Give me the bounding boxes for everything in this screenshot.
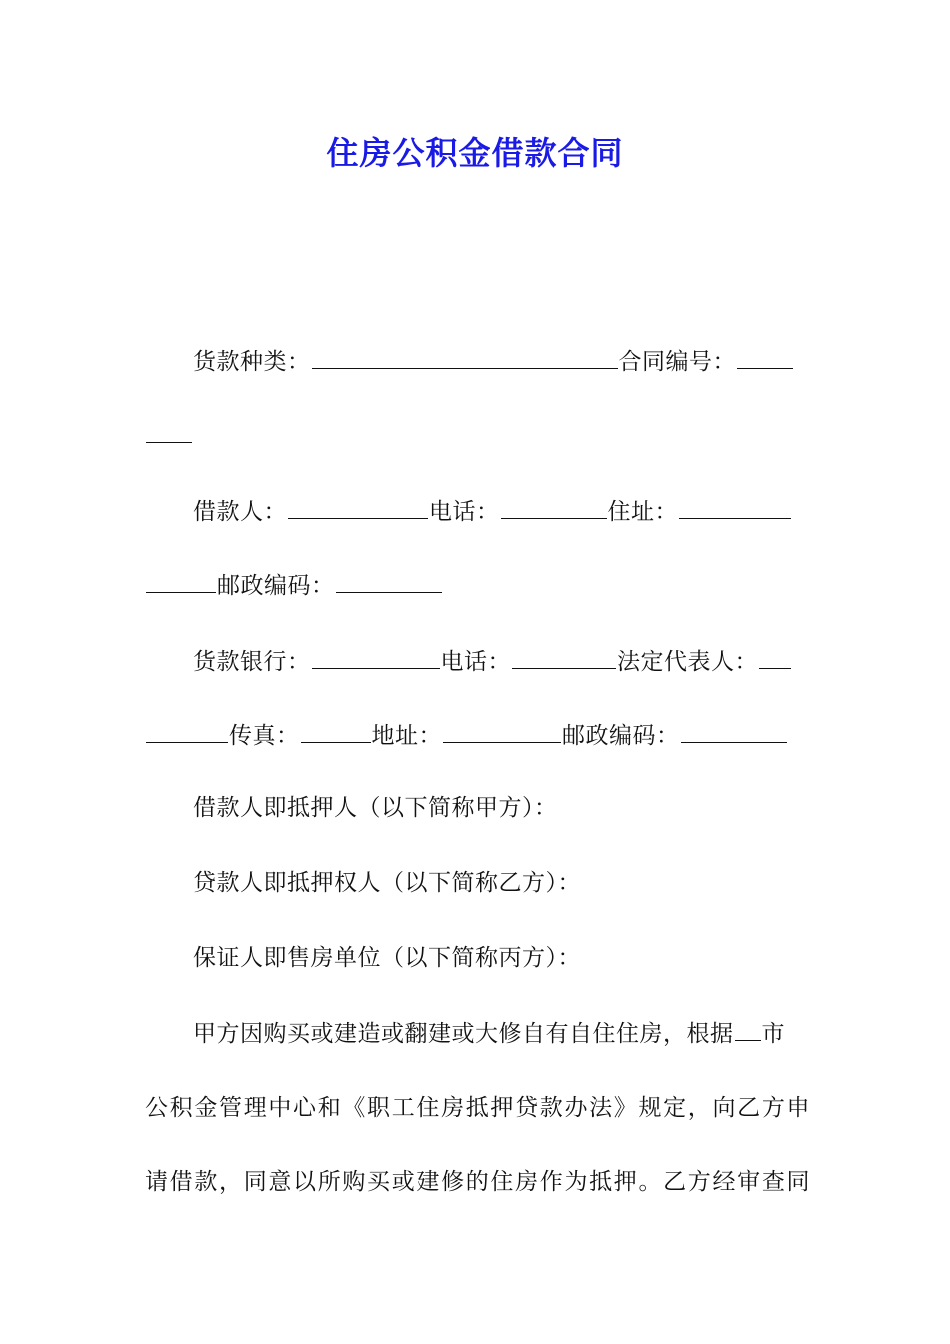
- city-suffix: 市: [761, 1021, 785, 1047]
- contract-number-blank: [737, 340, 793, 369]
- bank-postcode-label: 邮政编码：: [562, 723, 680, 749]
- borrower-address-label: 住址：: [607, 499, 678, 525]
- bank-blank: [312, 640, 440, 669]
- bank-fax-line: [145, 714, 810, 754]
- borrower-postcode-blank: [336, 564, 442, 593]
- borrower-address-blank: [679, 490, 791, 519]
- borrower-line: [145, 490, 810, 530]
- bank-line: [145, 640, 810, 680]
- borrower-blank: [288, 490, 428, 519]
- paragraph-text-1: 甲方因购买或建造或翻建或大修自有自住住房，根据: [193, 1021, 734, 1047]
- loan-type-line: [145, 340, 810, 380]
- party-c-line: 保证人即售房单位（以下简称丙方）：: [193, 945, 581, 971]
- party-a-line: 借款人即抵押人（以下简称甲方）：: [193, 795, 558, 821]
- city-blank: [735, 1012, 761, 1041]
- loan-type-label: 货款种类：: [193, 349, 311, 375]
- fax-blank: [301, 714, 371, 743]
- legal-rep-label: 法定代表人：: [617, 649, 758, 675]
- bank-label: 货款银行：: [193, 649, 311, 675]
- legal-rep-blank: [759, 640, 791, 669]
- paragraph-line-3: 请借款，同意以所购买或建修的住房作为抵押。乙方经审查同: [145, 1169, 810, 1195]
- contract-number-cont-line: [145, 414, 810, 454]
- page-title: 住房公积金借款合同: [326, 134, 624, 172]
- paragraph-line-2: 公积金管理中心和《职工住房抵押贷款办法》规定，向乙方申: [145, 1095, 810, 1121]
- party-b-line: 贷款人即抵押权人（以下简称乙方）：: [193, 870, 581, 896]
- paragraph-line-1: [145, 1012, 810, 1052]
- borrower-postcode-line: [145, 564, 810, 604]
- bank-postcode-blank: [681, 714, 787, 743]
- borrower-phone-label: 电话：: [429, 499, 500, 525]
- contract-number-label: 合同编号：: [618, 349, 736, 375]
- contract-number-blank-cont: [146, 414, 192, 443]
- bank-address-label: 地址：: [371, 723, 442, 749]
- bank-phone-blank: [512, 640, 616, 669]
- borrower-postcode-label: 邮政编码：: [217, 573, 335, 599]
- borrower-phone-blank: [501, 490, 607, 519]
- bank-phone-label: 电话：: [440, 649, 511, 675]
- legal-rep-blank-cont: [146, 714, 228, 743]
- bank-address-blank: [443, 714, 561, 743]
- loan-type-blank: [312, 340, 618, 369]
- borrower-label: 借款人：: [193, 499, 287, 525]
- fax-label: 传真：: [229, 723, 300, 749]
- borrower-address-blank-cont: [146, 564, 216, 593]
